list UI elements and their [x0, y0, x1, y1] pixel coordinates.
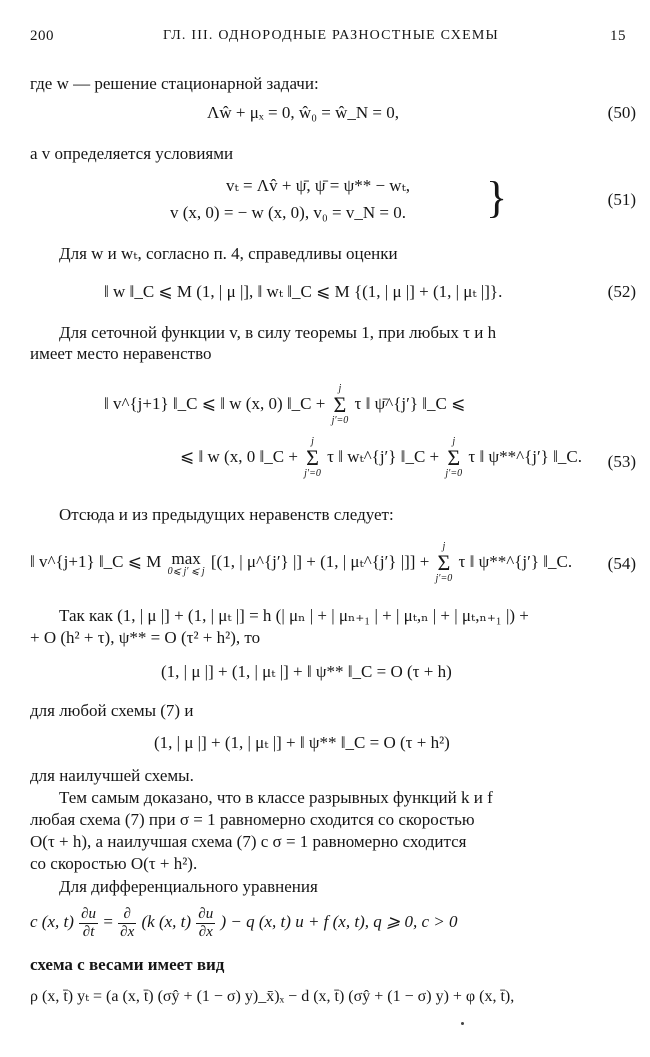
text-line: O(τ + h), а наилучшая схема (7) с σ = 1 равномерно сходится [30, 832, 467, 851]
fraction-du-dx: $\frac{\partial u}{\partial x}$ [198, 906, 214, 940]
text-line: Для сеточной функции v, в силу теоремы 1, при любых τ и h [59, 323, 497, 342]
signature-mark: 15 [610, 28, 626, 44]
text-line: Отсюда и из предыдущих неравенств следует: [59, 505, 394, 524]
equation-number-51: (51) [607, 190, 636, 209]
equation-52: ‖ w ‖_C ⩽ M (1, | μ |], ‖ wₜ ‖_C ⩽ M {(1, | μ |] + (1, | μₜ |]}. [104, 282, 503, 301]
ink-dot [461, 1022, 464, 1025]
text-line: где w — решение стационарной задачи: [30, 74, 319, 93]
differential-equation: c (x, t) $\frac{\partial u}{\partial t}$ = $\frac{\partial}{\partial x}$ (k (x, t) $\frac{\partial u}{\partial x}$ ) − q (x, t) u + f (x, t), q ⩾ 0, c > 0 [30, 906, 458, 940]
text-line: Для w и wₜ, согласно п. 4, справедливы оценки [59, 244, 398, 263]
equation-50: Λŵ + μₓ = 0, ŵ₀ = ŵ_N = 0, [207, 103, 400, 122]
fraction-d-dx: $\frac{\partial}{\partial x}$ [120, 906, 135, 940]
text-line: Для дифференциального уравнения [59, 877, 318, 896]
summation-icon: j Σ j′=0 [331, 383, 349, 426]
summation-icon: j Σ j′=0 [304, 436, 321, 479]
page-number: 200 [30, 28, 54, 44]
summation-icon: j Σ j′=0 [445, 436, 463, 479]
equation-51-top: vₜ = Λv̂ + ψ̄, ψ̄ = ψ** − wₜ, [226, 176, 411, 195]
fraction-du-dt: $\frac{\partial u}{\partial t}$ [81, 906, 97, 940]
text-line: со скоростью O(τ + h²). [30, 854, 198, 873]
running-title: ГЛ. III. ОДНОРОДНЫЕ РАЗНОСТНЫЕ СХЕМЫ [163, 28, 499, 43]
equation-number-50: (50) [607, 103, 636, 122]
max-operator: max 0⩽ j′ ⩽ j [167, 548, 205, 577]
text-line: для любой схемы (7) и [30, 701, 194, 720]
text-line: схема с весами имеет вид [30, 955, 225, 974]
text-line: + O (h² + τ), ψ** = O (τ² + h²), то [30, 628, 261, 647]
equation-54: ‖ v^{j+1} ‖_C ⩽ M max 0⩽ j′ ⩽ j [(1, | μ^{j′} |] + (1, | μₜ^{j′} |]] + j Σ j′=0 τ ‖ ψ**^{j′} ‖_C. [30, 541, 573, 584]
summation-icon: j Σ j′=0 [435, 541, 453, 584]
text-line: любая схема (7) при σ = 1 равномерно сходится со скоростью [30, 810, 475, 829]
equation-number-52: (52) [607, 282, 636, 301]
equation-number-53: (53) [607, 452, 636, 471]
equation-number-54: (54) [607, 554, 636, 573]
text-line: Тем самым доказано, что в классе разрывных функций k и f [59, 788, 493, 807]
equation-53-top: ‖ v^{j+1} ‖_C ⩽ ‖ w (x, 0) ‖_C + j Σ j′=0 τ ‖ ψ̄^{j′} ‖_C ⩽ [104, 383, 466, 426]
equation-order-h2: (1, | μ |] + (1, | μₜ |] + ‖ ψ** ‖_C = O (τ + h²) [154, 733, 450, 752]
equation-51-bottom: v (x, 0) = − w (x, 0), v₀ = v_N = 0. [170, 203, 406, 222]
weighted-scheme-equation: ρ (x, t̄) yₜ = (a (x, t̄) (σŷ + (1 − σ) y)_x̄)ₓ − d (x, t̄) (σŷ + (1 − σ) y) + φ (x, t̄), [30, 988, 515, 1005]
equation-53-bottom: ⩽ ‖ w (x, 0 ‖_C + j Σ j′=0 τ ‖ wₜ^{j′} ‖_C + j Σ j′=0 τ ‖ ψ**^{j′} ‖_C. [180, 436, 582, 479]
text-line: имеет место неравенство [30, 344, 212, 363]
text-line: а v определяется условиями [30, 144, 234, 163]
equation-order-h: (1, | μ |] + (1, | μₜ |] + ‖ ψ** ‖_C = O (τ + h) [161, 662, 452, 681]
text-line: Так как (1, | μ |] + (1, | μₜ |] = h (| μₙ | + | μₙ₊₁ | + | μₜ,ₙ | + | μₜ,ₙ₊₁ |) + [59, 606, 529, 625]
right-brace-icon: } [486, 173, 508, 222]
text-line: для наилучшей схемы. [30, 766, 194, 785]
